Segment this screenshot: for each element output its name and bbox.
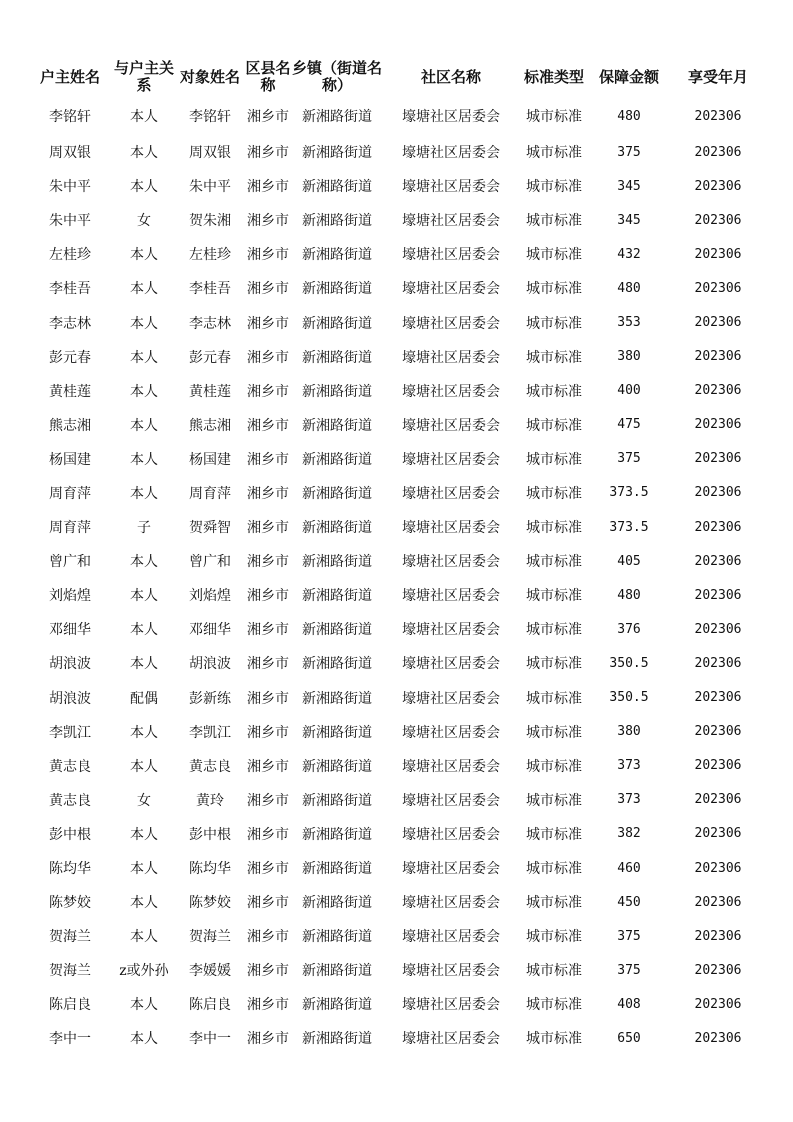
cell-amount: 373 <box>617 792 641 808</box>
cell-relation: 本人 <box>130 349 158 366</box>
cell-community: 壕塘社区居委会 <box>402 145 500 162</box>
cell-community: 壕塘社区居委会 <box>402 792 500 809</box>
cell-standard-type: 城市标准 <box>526 826 582 843</box>
cell-household-head: 朱中平 <box>49 179 91 196</box>
table-row <box>27 97 767 135</box>
header-standard-type: 标准类型 <box>523 67 584 86</box>
cell-standard-type: 城市标准 <box>526 997 582 1014</box>
table-row <box>27 885 767 919</box>
table-row <box>27 544 767 578</box>
cell-community: 壕塘社区居委会 <box>402 179 500 196</box>
cell-relation: 本人 <box>130 929 158 946</box>
cell-standard-type: 城市标准 <box>526 622 582 639</box>
cell-recipient-name: 胡浪波 <box>189 656 231 673</box>
cell-period: 202306 <box>694 894 742 910</box>
table-row <box>27 374 767 408</box>
cell-household-head: 胡浪波 <box>49 690 91 707</box>
cell-township: 新湘路街道 <box>302 758 372 775</box>
cell-county: 湘乡市 <box>247 349 289 366</box>
cell-standard-type: 城市标准 <box>526 247 582 264</box>
document-sheet <box>27 57 767 1056</box>
cell-period: 202306 <box>694 349 742 365</box>
cell-amount: 375 <box>617 451 641 467</box>
cell-recipient-name: 李铭轩 <box>189 109 231 125</box>
cell-township: 新湘路街道 <box>302 383 372 400</box>
cell-township: 新湘路街道 <box>302 554 372 571</box>
header-household-head: 户主姓名 <box>39 67 100 86</box>
cell-standard-type: 城市标准 <box>526 690 582 707</box>
cell-relation: 子 <box>137 520 151 537</box>
cell-township: 新湘路街道 <box>302 417 372 434</box>
cell-township: 新湘路街道 <box>302 826 372 843</box>
cell-relation: 本人 <box>130 758 158 775</box>
cell-amount: 373.5 <box>609 519 649 535</box>
cell-recipient-name: 李志林 <box>189 315 231 332</box>
cell-standard-type: 城市标准 <box>526 1031 582 1048</box>
cell-amount: 460 <box>617 860 641 876</box>
cell-township: 新湘路街道 <box>302 485 372 502</box>
cell-amount: 350.5 <box>609 690 649 706</box>
table-row <box>27 681 767 715</box>
cell-period: 202306 <box>694 553 742 569</box>
cell-period: 202306 <box>694 758 742 774</box>
cell-relation: 本人 <box>130 145 158 162</box>
assistance-table <box>27 57 767 1056</box>
cell-period: 202306 <box>694 144 742 160</box>
cell-period: 202306 <box>694 587 742 603</box>
cell-relation: 本人 <box>130 417 158 434</box>
cell-county: 湘乡市 <box>247 622 289 639</box>
cell-period: 202306 <box>694 280 742 296</box>
cell-period: 202306 <box>694 621 742 637</box>
cell-community: 壕塘社区居委会 <box>402 417 500 434</box>
cell-household-head: 李志林 <box>49 315 91 332</box>
cell-household-head: 彭元春 <box>49 349 91 366</box>
cell-standard-type: 城市标准 <box>526 758 582 775</box>
table-row <box>27 987 767 1021</box>
cell-community: 壕塘社区居委会 <box>402 758 500 775</box>
cell-recipient-name: 贺海兰 <box>189 929 231 946</box>
cell-township: 新湘路街道 <box>302 792 372 809</box>
cell-period: 202306 <box>694 246 742 262</box>
cell-standard-type: 城市标准 <box>526 109 582 125</box>
cell-township: 新湘路街道 <box>302 622 372 639</box>
cell-relation: 本人 <box>130 485 158 502</box>
cell-household-head: 黄桂莲 <box>49 383 91 400</box>
cell-county: 湘乡市 <box>247 383 289 400</box>
cell-amount: 382 <box>617 826 641 842</box>
cell-township: 新湘路街道 <box>302 520 372 537</box>
cell-township: 新湘路街道 <box>302 724 372 741</box>
cell-standard-type: 城市标准 <box>526 520 582 537</box>
cell-recipient-name: 李中一 <box>189 1031 231 1048</box>
cell-community: 壕塘社区居委会 <box>402 109 500 125</box>
cell-amount: 380 <box>617 724 641 740</box>
cell-community: 壕塘社区居委会 <box>402 451 500 468</box>
cell-household-head: 李桂吾 <box>49 281 91 298</box>
header-amount: 保障金额 <box>598 67 659 86</box>
cell-community: 壕塘社区居委会 <box>402 724 500 741</box>
cell-recipient-name: 周双银 <box>189 145 231 162</box>
cell-community: 壕塘社区居委会 <box>402 383 500 400</box>
cell-county: 湘乡市 <box>247 895 289 912</box>
cell-recipient-name: 彭元春 <box>189 349 231 366</box>
table-row <box>27 646 767 680</box>
cell-period: 202306 <box>694 1030 742 1046</box>
table-row <box>27 305 767 339</box>
cell-recipient-name: 曾广和 <box>189 554 231 571</box>
table-row <box>27 578 767 612</box>
cell-amount: 408 <box>617 996 641 1012</box>
header-township: 乡镇（街道名称） <box>291 59 382 94</box>
cell-period: 202306 <box>694 212 742 228</box>
cell-period: 202306 <box>694 792 742 808</box>
cell-relation: 本人 <box>130 451 158 468</box>
cell-county: 湘乡市 <box>247 588 289 605</box>
table-row <box>27 135 767 169</box>
table-row <box>27 476 767 510</box>
cell-amount: 345 <box>617 212 641 228</box>
cell-household-head: 刘焰煌 <box>49 588 91 605</box>
cell-household-head: 李铭轩 <box>49 109 91 125</box>
cell-amount: 375 <box>617 962 641 978</box>
cell-standard-type: 城市标准 <box>526 588 582 605</box>
cell-relation: 本人 <box>130 247 158 264</box>
cell-standard-type: 城市标准 <box>526 895 582 912</box>
cell-standard-type: 城市标准 <box>526 451 582 468</box>
cell-period: 202306 <box>694 928 742 944</box>
table-row <box>27 271 767 305</box>
cell-county: 湘乡市 <box>247 247 289 264</box>
cell-township: 新湘路街道 <box>302 109 372 125</box>
cell-recipient-name: 彭新练 <box>189 690 231 707</box>
cell-community: 壕塘社区居委会 <box>402 826 500 843</box>
cell-amount: 345 <box>617 178 641 194</box>
cell-community: 壕塘社区居委会 <box>402 554 500 571</box>
cell-township: 新湘路街道 <box>302 315 372 332</box>
cell-standard-type: 城市标准 <box>526 179 582 196</box>
cell-recipient-name: 陈均华 <box>189 861 231 878</box>
cell-relation: 本人 <box>130 826 158 843</box>
cell-standard-type: 城市标准 <box>526 417 582 434</box>
cell-township: 新湘路街道 <box>302 179 372 196</box>
cell-county: 湘乡市 <box>247 724 289 741</box>
header-community: 社区名称 <box>420 67 481 86</box>
table-row <box>27 919 767 953</box>
cell-recipient-name: 贺舜智 <box>189 520 231 537</box>
cell-household-head: 邓细华 <box>49 622 91 639</box>
cell-township: 新湘路街道 <box>302 349 372 366</box>
cell-community: 壕塘社区居委会 <box>402 315 500 332</box>
cell-amount: 400 <box>617 383 641 399</box>
cell-township: 新湘路街道 <box>302 997 372 1014</box>
cell-relation: 本人 <box>130 895 158 912</box>
cell-recipient-name: 李凯江 <box>189 724 231 741</box>
cell-recipient-name: 李桂吾 <box>189 281 231 298</box>
cell-household-head: 彭中根 <box>49 826 91 843</box>
cell-standard-type: 城市标准 <box>526 383 582 400</box>
cell-period: 202306 <box>694 826 742 842</box>
cell-recipient-name: 陈梦姣 <box>189 895 231 912</box>
cell-amount: 475 <box>617 417 641 433</box>
cell-community: 壕塘社区居委会 <box>402 929 500 946</box>
cell-amount: 380 <box>617 349 641 365</box>
cell-amount: 373 <box>617 758 641 774</box>
cell-county: 湘乡市 <box>247 179 289 196</box>
cell-period: 202306 <box>694 108 742 124</box>
cell-county: 湘乡市 <box>247 554 289 571</box>
cell-recipient-name: 熊志湘 <box>189 417 231 434</box>
cell-period: 202306 <box>694 860 742 876</box>
cell-household-head: 陈梦姣 <box>49 895 91 912</box>
cell-household-head: 贺海兰 <box>49 929 91 946</box>
cell-recipient-name: 刘焰煌 <box>189 588 231 605</box>
cell-period: 202306 <box>694 383 742 399</box>
table-row <box>27 237 767 271</box>
cell-period: 202306 <box>694 451 742 467</box>
cell-township: 新湘路街道 <box>302 588 372 605</box>
cell-period: 202306 <box>694 996 742 1012</box>
cell-amount: 353 <box>617 315 641 331</box>
cell-township: 新湘路街道 <box>302 145 372 162</box>
cell-standard-type: 城市标准 <box>526 861 582 878</box>
cell-relation: 本人 <box>130 724 158 741</box>
cell-household-head: 李凯江 <box>49 724 91 741</box>
cell-relation: 本人 <box>130 861 158 878</box>
table-header-row <box>27 57 767 97</box>
cell-relation: 本人 <box>130 997 158 1014</box>
cell-relation: 配偶 <box>130 690 158 707</box>
cell-standard-type: 城市标准 <box>526 213 582 230</box>
cell-household-head: 周育萍 <box>49 485 91 502</box>
cell-household-head: 陈启良 <box>49 997 91 1014</box>
cell-standard-type: 城市标准 <box>526 656 582 673</box>
cell-household-head: 左桂珍 <box>49 247 91 264</box>
cell-relation: 本人 <box>130 1031 158 1048</box>
cell-household-head: 贺海兰 <box>49 963 91 980</box>
cell-amount: 375 <box>617 928 641 944</box>
cell-relation: z或外孙 <box>119 963 169 980</box>
cell-relation: 本人 <box>130 383 158 400</box>
cell-township: 新湘路街道 <box>302 451 372 468</box>
cell-recipient-name: 彭中根 <box>189 826 231 843</box>
cell-community: 壕塘社区居委会 <box>402 485 500 502</box>
cell-household-head: 杨国建 <box>49 451 91 468</box>
cell-community: 壕塘社区居委会 <box>402 247 500 264</box>
header-relation: 与户主关系 <box>113 59 174 94</box>
cell-community: 壕塘社区居委会 <box>402 349 500 366</box>
cell-county: 湘乡市 <box>247 861 289 878</box>
cell-household-head: 曾广和 <box>49 554 91 571</box>
cell-recipient-name: 黄玲 <box>196 792 224 809</box>
cell-township: 新湘路街道 <box>302 690 372 707</box>
cell-household-head: 李中一 <box>49 1031 91 1048</box>
cell-amount: 480 <box>617 280 641 296</box>
cell-period: 202306 <box>694 724 742 740</box>
cell-county: 湘乡市 <box>247 656 289 673</box>
cell-recipient-name: 陈启良 <box>189 997 231 1014</box>
header-recipient-name: 对象姓名 <box>179 67 240 86</box>
cell-amount: 375 <box>617 144 641 160</box>
cell-amount: 405 <box>617 553 641 569</box>
cell-community: 壕塘社区居委会 <box>402 281 500 298</box>
cell-community: 壕塘社区居委会 <box>402 520 500 537</box>
cell-township: 新湘路街道 <box>302 929 372 946</box>
table-row <box>27 340 767 374</box>
cell-township: 新湘路街道 <box>302 1031 372 1048</box>
cell-recipient-name: 邓细华 <box>189 622 231 639</box>
cell-county: 湘乡市 <box>247 451 289 468</box>
cell-period: 202306 <box>694 315 742 331</box>
cell-county: 湘乡市 <box>247 281 289 298</box>
cell-period: 202306 <box>694 962 742 978</box>
table-row <box>27 783 767 817</box>
table-row <box>27 612 767 646</box>
cell-county: 湘乡市 <box>247 1031 289 1048</box>
table-row <box>27 408 767 442</box>
cell-standard-type: 城市标准 <box>526 929 582 946</box>
cell-county: 湘乡市 <box>247 315 289 332</box>
cell-community: 壕塘社区居委会 <box>402 963 500 980</box>
cell-recipient-name: 周育萍 <box>189 485 231 502</box>
cell-standard-type: 城市标准 <box>526 792 582 809</box>
cell-community: 壕塘社区居委会 <box>402 656 500 673</box>
cell-community: 壕塘社区居委会 <box>402 895 500 912</box>
cell-relation: 本人 <box>130 315 158 332</box>
cell-county: 湘乡市 <box>247 758 289 775</box>
cell-amount: 376 <box>617 621 641 637</box>
cell-standard-type: 城市标准 <box>526 315 582 332</box>
cell-community: 壕塘社区居委会 <box>402 1031 500 1048</box>
table-row <box>27 817 767 851</box>
cell-standard-type: 城市标准 <box>526 145 582 162</box>
cell-amount: 450 <box>617 894 641 910</box>
cell-community: 壕塘社区居委会 <box>402 622 500 639</box>
cell-relation: 女 <box>137 792 151 809</box>
cell-standard-type: 城市标准 <box>526 724 582 741</box>
cell-recipient-name: 杨国建 <box>189 451 231 468</box>
cell-amount: 650 <box>617 1030 641 1046</box>
cell-relation: 本人 <box>130 656 158 673</box>
table-row <box>27 1021 767 1055</box>
cell-period: 202306 <box>694 417 742 433</box>
cell-household-head: 黄志良 <box>49 792 91 809</box>
cell-community: 壕塘社区居委会 <box>402 213 500 230</box>
table-row <box>27 715 767 749</box>
cell-relation: 本人 <box>130 281 158 298</box>
cell-county: 湘乡市 <box>247 213 289 230</box>
cell-relation: 女 <box>137 213 151 230</box>
header-county: 区县名称 <box>245 59 291 94</box>
table-row <box>27 749 767 783</box>
cell-county: 湘乡市 <box>247 826 289 843</box>
cell-amount: 350.5 <box>609 655 649 671</box>
cell-township: 新湘路街道 <box>302 895 372 912</box>
cell-township: 新湘路街道 <box>302 247 372 264</box>
cell-county: 湘乡市 <box>247 145 289 162</box>
header-period: 享受年月 <box>687 67 748 86</box>
cell-township: 新湘路街道 <box>302 963 372 980</box>
table-row <box>27 169 767 203</box>
cell-household-head: 陈均华 <box>49 861 91 878</box>
table-row <box>27 203 767 237</box>
cell-period: 202306 <box>694 178 742 194</box>
table-row <box>27 510 767 544</box>
cell-community: 壕塘社区居委会 <box>402 997 500 1014</box>
cell-county: 湘乡市 <box>247 792 289 809</box>
cell-period: 202306 <box>694 655 742 671</box>
cell-recipient-name: 李媛媛 <box>189 963 231 980</box>
cell-county: 湘乡市 <box>247 690 289 707</box>
cell-period: 202306 <box>694 690 742 706</box>
cell-amount: 432 <box>617 246 641 262</box>
cell-period: 202306 <box>694 519 742 535</box>
cell-household-head: 黄志良 <box>49 758 91 775</box>
cell-recipient-name: 黄桂莲 <box>189 383 231 400</box>
cell-recipient-name: 黄志良 <box>189 758 231 775</box>
cell-amount: 373.5 <box>609 485 649 501</box>
cell-household-head: 周双银 <box>49 145 91 162</box>
cell-standard-type: 城市标准 <box>526 963 582 980</box>
table-row <box>27 953 767 987</box>
cell-standard-type: 城市标准 <box>526 554 582 571</box>
cell-county: 湘乡市 <box>247 485 289 502</box>
cell-relation: 本人 <box>130 588 158 605</box>
cell-county: 湘乡市 <box>247 997 289 1014</box>
cell-household-head: 熊志湘 <box>49 417 91 434</box>
table-row <box>27 851 767 885</box>
cell-recipient-name: 朱中平 <box>189 179 231 196</box>
cell-recipient-name: 左桂珍 <box>189 247 231 264</box>
cell-household-head: 胡浪波 <box>49 656 91 673</box>
cell-county: 湘乡市 <box>247 520 289 537</box>
cell-township: 新湘路街道 <box>302 861 372 878</box>
cell-township: 新湘路街道 <box>302 281 372 298</box>
cell-county: 湘乡市 <box>247 417 289 434</box>
cell-household-head: 周育萍 <box>49 520 91 537</box>
cell-amount: 480 <box>617 108 641 124</box>
cell-county: 湘乡市 <box>247 109 289 125</box>
table-row <box>27 442 767 476</box>
cell-community: 壕塘社区居委会 <box>402 690 500 707</box>
cell-standard-type: 城市标准 <box>526 485 582 502</box>
cell-standard-type: 城市标准 <box>526 281 582 298</box>
cell-standard-type: 城市标准 <box>526 349 582 366</box>
cell-county: 湘乡市 <box>247 929 289 946</box>
cell-community: 壕塘社区居委会 <box>402 588 500 605</box>
cell-county: 湘乡市 <box>247 963 289 980</box>
cell-recipient-name: 贺朱湘 <box>189 213 231 230</box>
cell-household-head: 朱中平 <box>49 213 91 230</box>
cell-amount: 480 <box>617 587 641 603</box>
cell-township: 新湘路街道 <box>302 656 372 673</box>
cell-community: 壕塘社区居委会 <box>402 861 500 878</box>
cell-period: 202306 <box>694 485 742 501</box>
cell-relation: 本人 <box>130 179 158 196</box>
cell-township: 新湘路街道 <box>302 213 372 230</box>
cell-relation: 本人 <box>130 109 158 125</box>
cell-relation: 本人 <box>130 622 158 639</box>
cell-relation: 本人 <box>130 554 158 571</box>
